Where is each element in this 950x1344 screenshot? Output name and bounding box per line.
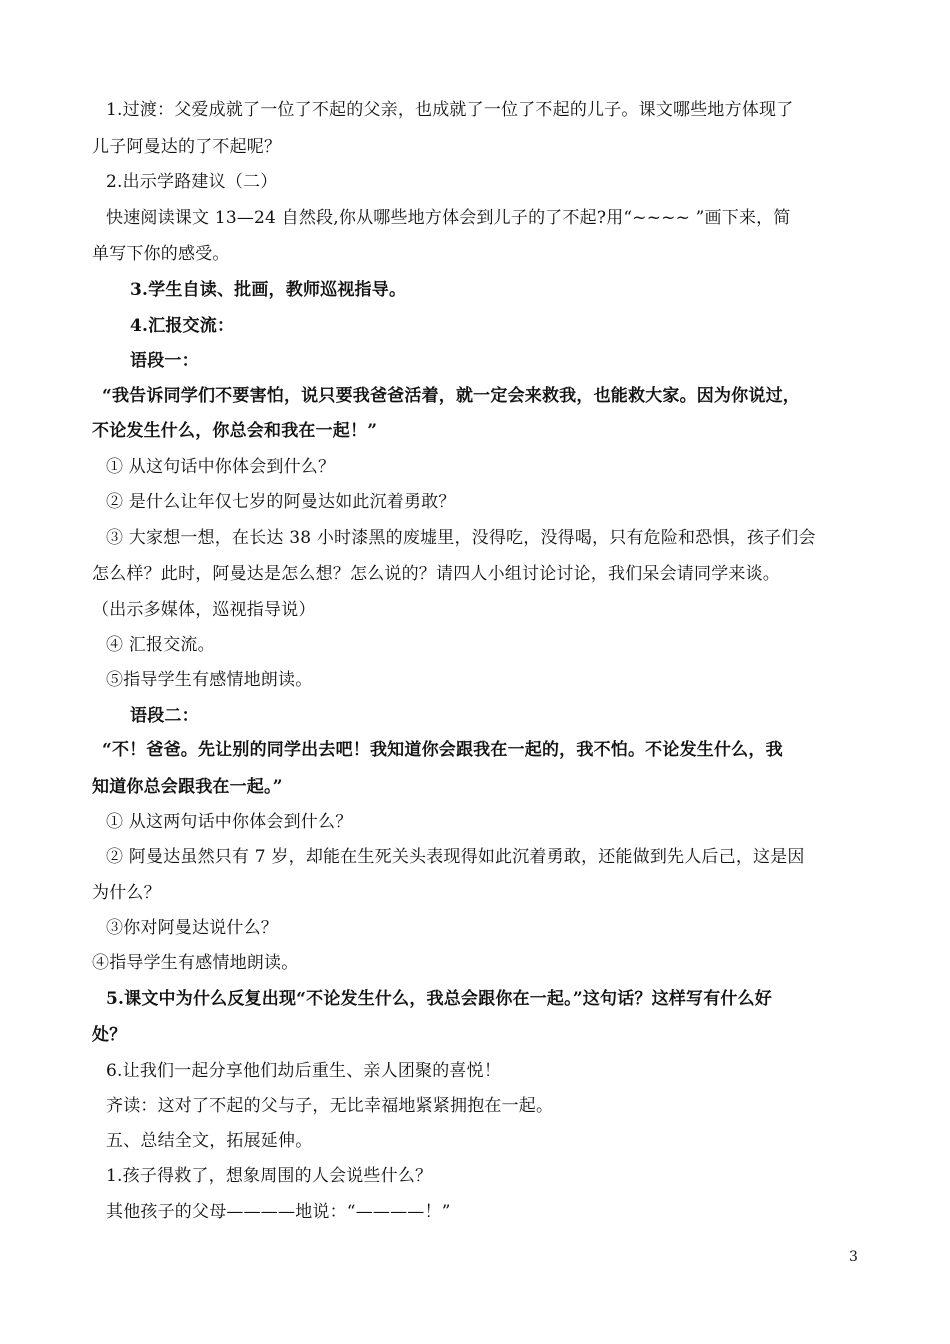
text-line: ② 是什么让年仅七岁的阿曼达如此沉着勇敢？ — [106, 492, 456, 512]
text-line: 2.出示学路建议（二） — [106, 172, 278, 192]
text-line: ③你对阿曼达说什么？ — [106, 918, 278, 938]
text-line: 儿子阿曼达的了不起呢？ — [92, 137, 282, 157]
bold-text-line: 处？ — [92, 1025, 127, 1045]
text-line: 快速阅读课文 13—24 自然段,你从哪些地方体会到儿子的了不起?用“~~~~ ”画下来，简 — [106, 208, 791, 228]
bold-quote-line: 不论发生什么，你总会和我在一起！” — [92, 421, 378, 441]
text-line: （出示多媒体，巡视指导说） — [92, 600, 316, 620]
bold-quote-line: 知道你总会跟我在一起。” — [92, 777, 283, 797]
bold-quote-line: “我告诉同学们不要害怕，说只要我爸爸活着，就一定会来救我，也能救大家。因为你说过， — [102, 386, 800, 406]
text-line: 6.让我们一起分享他们劫后重生、亲人团聚的喜悦！ — [106, 1061, 502, 1081]
page-number: 3 — [849, 1249, 858, 1265]
text-line: ② 阿曼达虽然只有 7 岁，却能在生死关头表现得如此沉着勇敢，还能做到先人后己，这是因 — [106, 847, 805, 867]
text-line: ⑤指导学生有感情地朗读。 — [106, 670, 313, 690]
text-line: ① 从这句话中你体会到什么？ — [106, 457, 336, 477]
bold-text-line: 5.课文中为什么反复出现“不论发生什么，我总会跟你在一起。”这句话？这样写有什么好 — [106, 989, 773, 1009]
text-line: ③ 大家想一想，在长达 38 小时漆黑的废墟里，没得吃，没得喝，只有危险和恐惧，孩子们会 — [106, 528, 816, 548]
text-line: ④指导学生有感情地朗读。 — [92, 953, 299, 973]
text-line: 其他孩子的父母————地说：“————！” — [106, 1202, 451, 1222]
text-line: ① 从这两句话中你体会到什么？ — [106, 812, 353, 832]
bold-text-line: 4.汇报交流： — [130, 316, 235, 336]
bold-text-line: 3.学生自读、批画，教师巡视指导。 — [130, 280, 407, 300]
text-line: 单写下你的感受。 — [92, 244, 230, 264]
section-label: 语段二： — [130, 706, 199, 726]
text-line: 五、总结全文，拓展延伸。 — [106, 1131, 313, 1151]
text-line: 1.孩子得救了，想象周围的人会说些什么？ — [106, 1166, 433, 1186]
text-line: 1.过渡：父爱成就了一位了不起的父亲，也成就了一位了不起的儿子。课文哪些地方体现了 — [106, 100, 794, 120]
text-line: 为什么？ — [92, 883, 161, 903]
text-line: ④ 汇报交流。 — [106, 635, 215, 655]
section-label: 语段一： — [130, 351, 199, 371]
bold-quote-line: “不！爸爸。先让别的同学出去吧！我知道你会跟我在一起的，我不怕。不论发生什么，我 — [102, 740, 783, 760]
text-line: 齐读：这对了不起的父与子，无比幸福地紧紧拥抱在一起。 — [106, 1096, 554, 1116]
text-line: 怎么样？此时，阿曼达是怎么想？怎么说的？请四人小组讨论讨论，我们呆会请同学来谈。 — [92, 564, 780, 584]
